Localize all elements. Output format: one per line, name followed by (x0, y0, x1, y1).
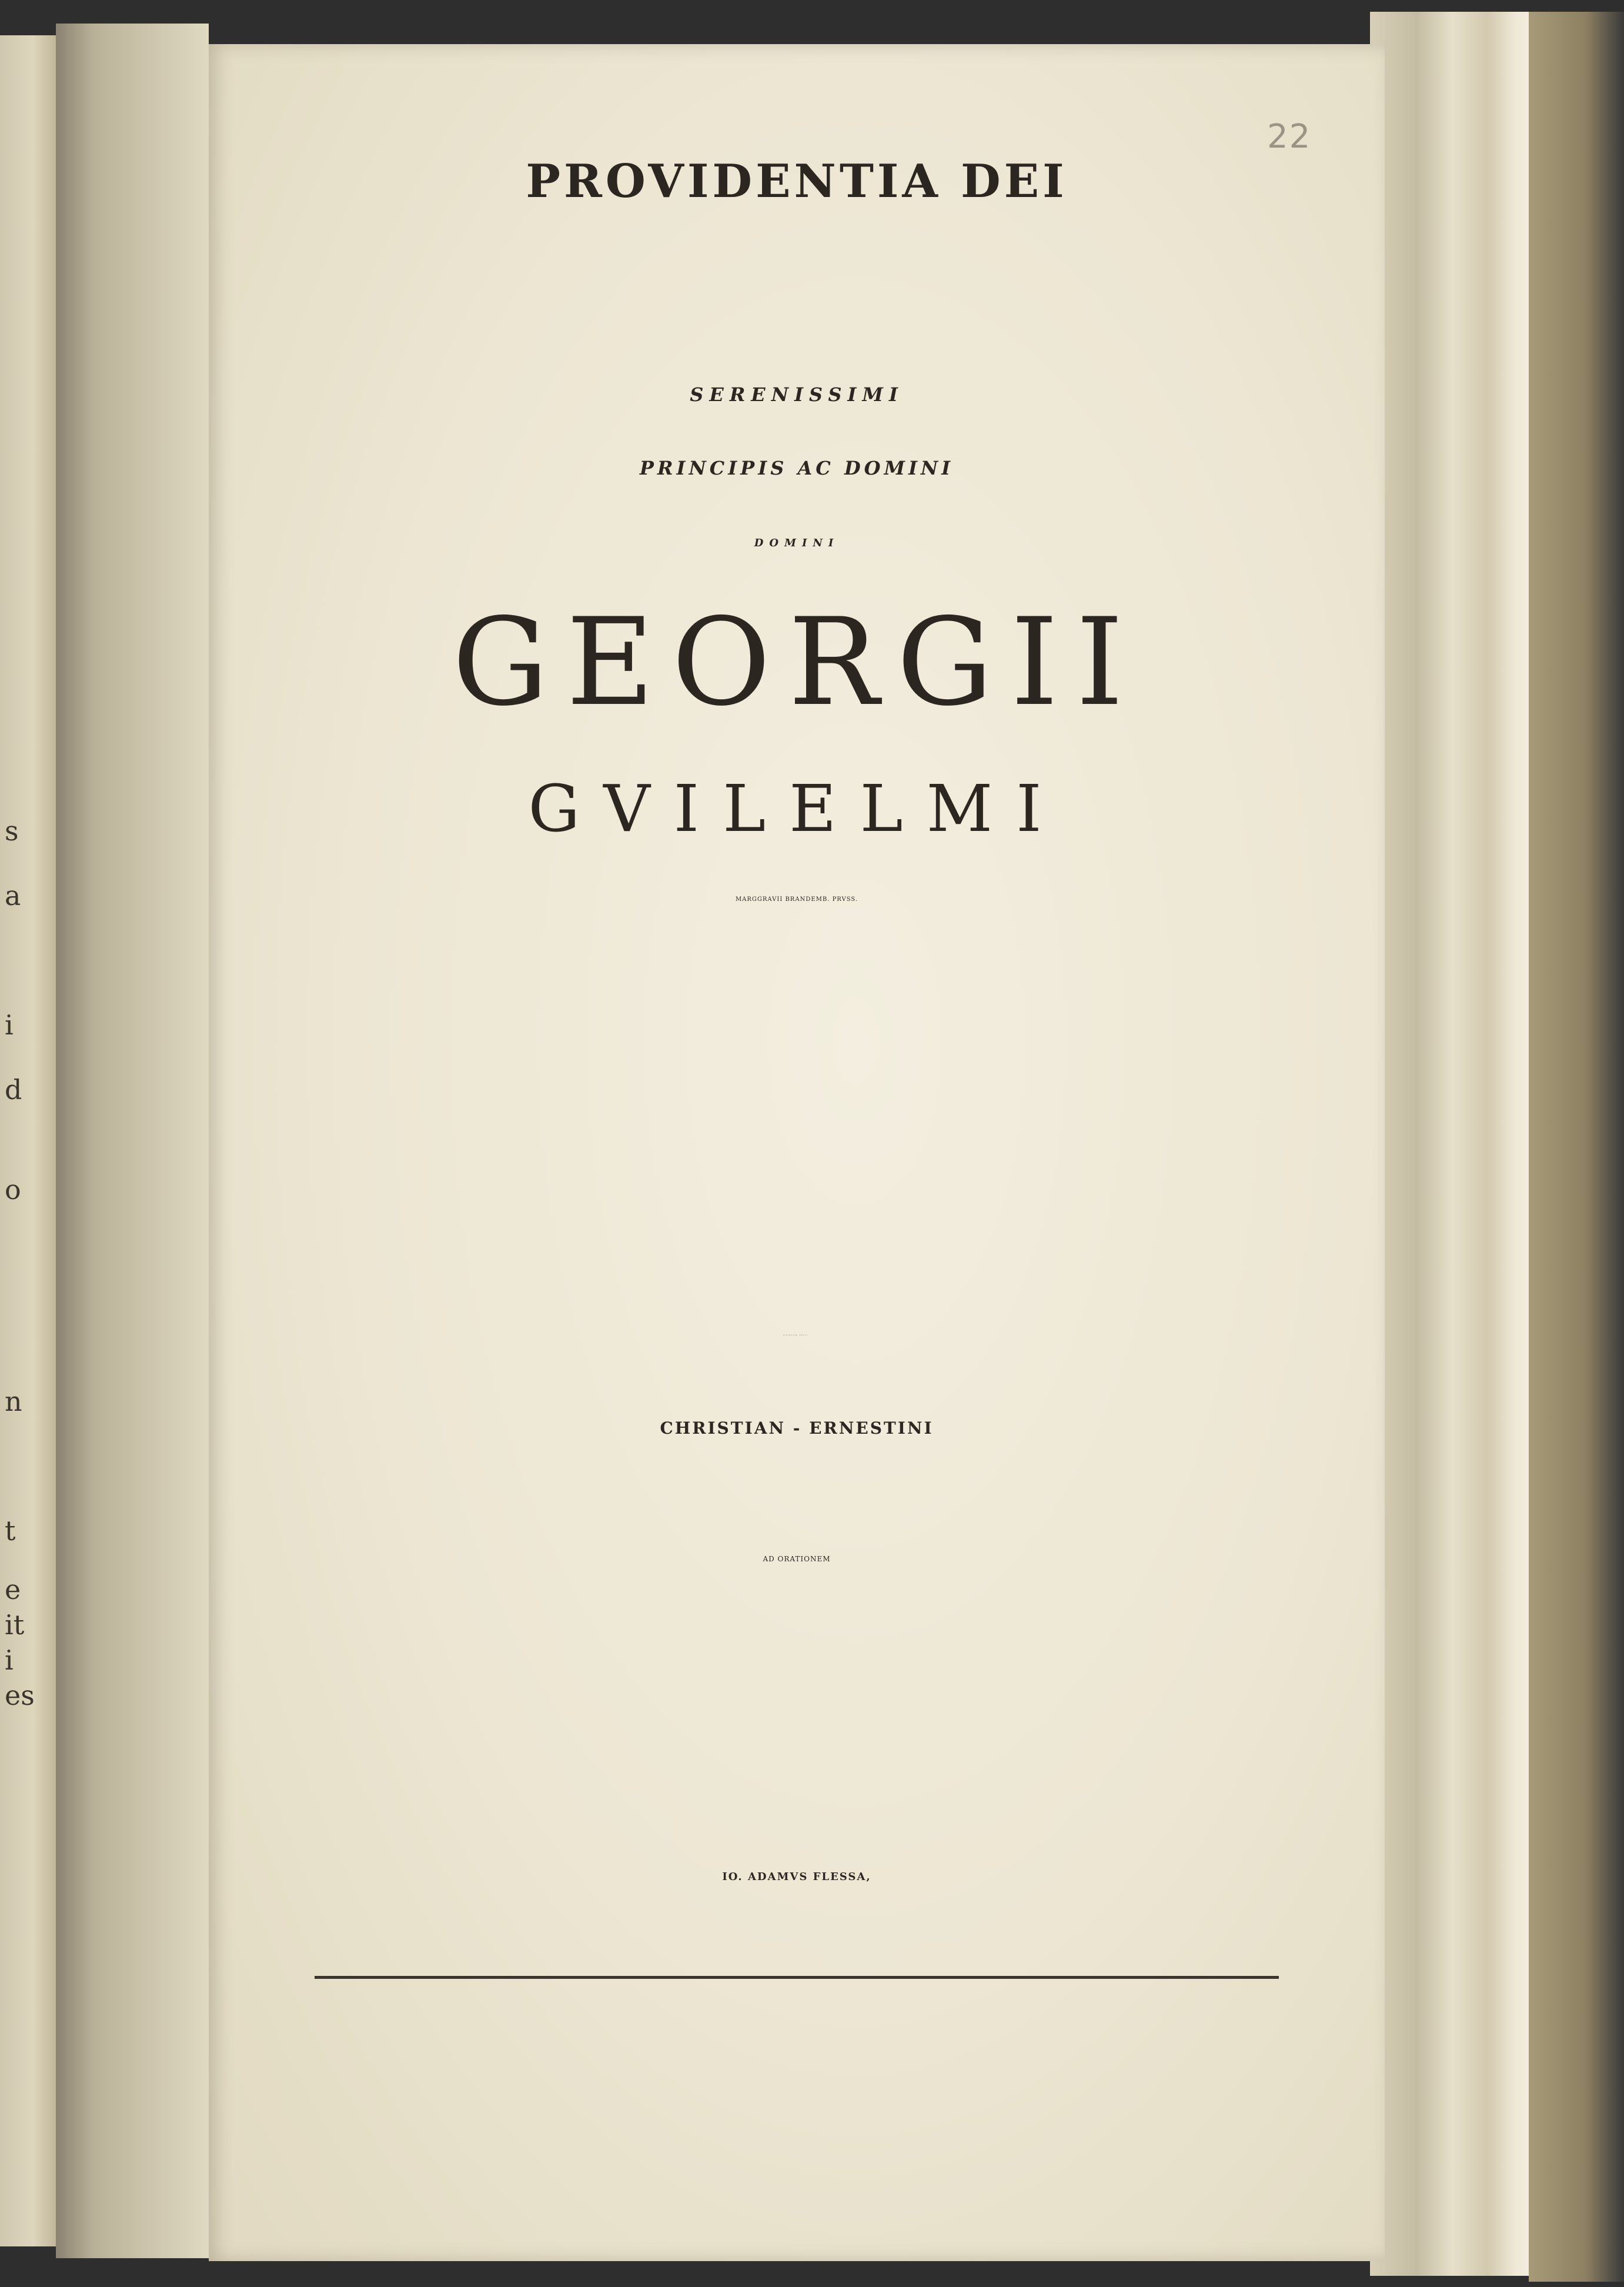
margin-fragment: d (5, 1074, 22, 1106)
margin-fragment: n (5, 1385, 22, 1417)
title-page (209, 44, 1385, 2261)
title-line-georgii: GEORGII (452, 593, 1141, 733)
title-line-principis: PRINCIPIS AC DOMINI (639, 457, 954, 479)
title-line-christian-ernestini: CHRISTIAN - ERNESTINI (660, 1418, 934, 1438)
title-line-marggravii: MARGGRAVII BRANDEMB. PRVSS. (735, 896, 858, 903)
title-line-ad-orationem: AD ORATIONEM (763, 1555, 831, 1563)
title-line-natalem: NATALEM LXIII. (783, 1335, 810, 1336)
title-line-gvilelmi: GVILELMI (528, 771, 1065, 846)
book-cover-board (1529, 12, 1624, 2282)
facing-page-edge (0, 35, 56, 2246)
book-gutter (56, 24, 209, 2258)
margin-fragment: o (5, 1174, 21, 1206)
margin-fragment: s (5, 815, 19, 847)
title-line-providentia: PROVIDENTIA DEI (526, 155, 1068, 208)
author-name: IO. ADAMVS FLESSA, (722, 1871, 871, 1883)
margin-fragment: i (5, 1644, 14, 1676)
folio-number: 22 (1267, 118, 1312, 156)
title-line-serenissimi: SERENISSIMI (690, 383, 904, 406)
imprint-rule (315, 1976, 1279, 1979)
margin-fragment: a (5, 880, 21, 912)
title-line-domini: DOMINI (754, 537, 840, 549)
margin-fragment: e (5, 1574, 21, 1605)
margin-fragment: it (5, 1609, 25, 1641)
margin-fragment: es (5, 1680, 35, 1711)
margin-fragment: t (5, 1515, 16, 1547)
margin-fragment: i (5, 1009, 14, 1041)
